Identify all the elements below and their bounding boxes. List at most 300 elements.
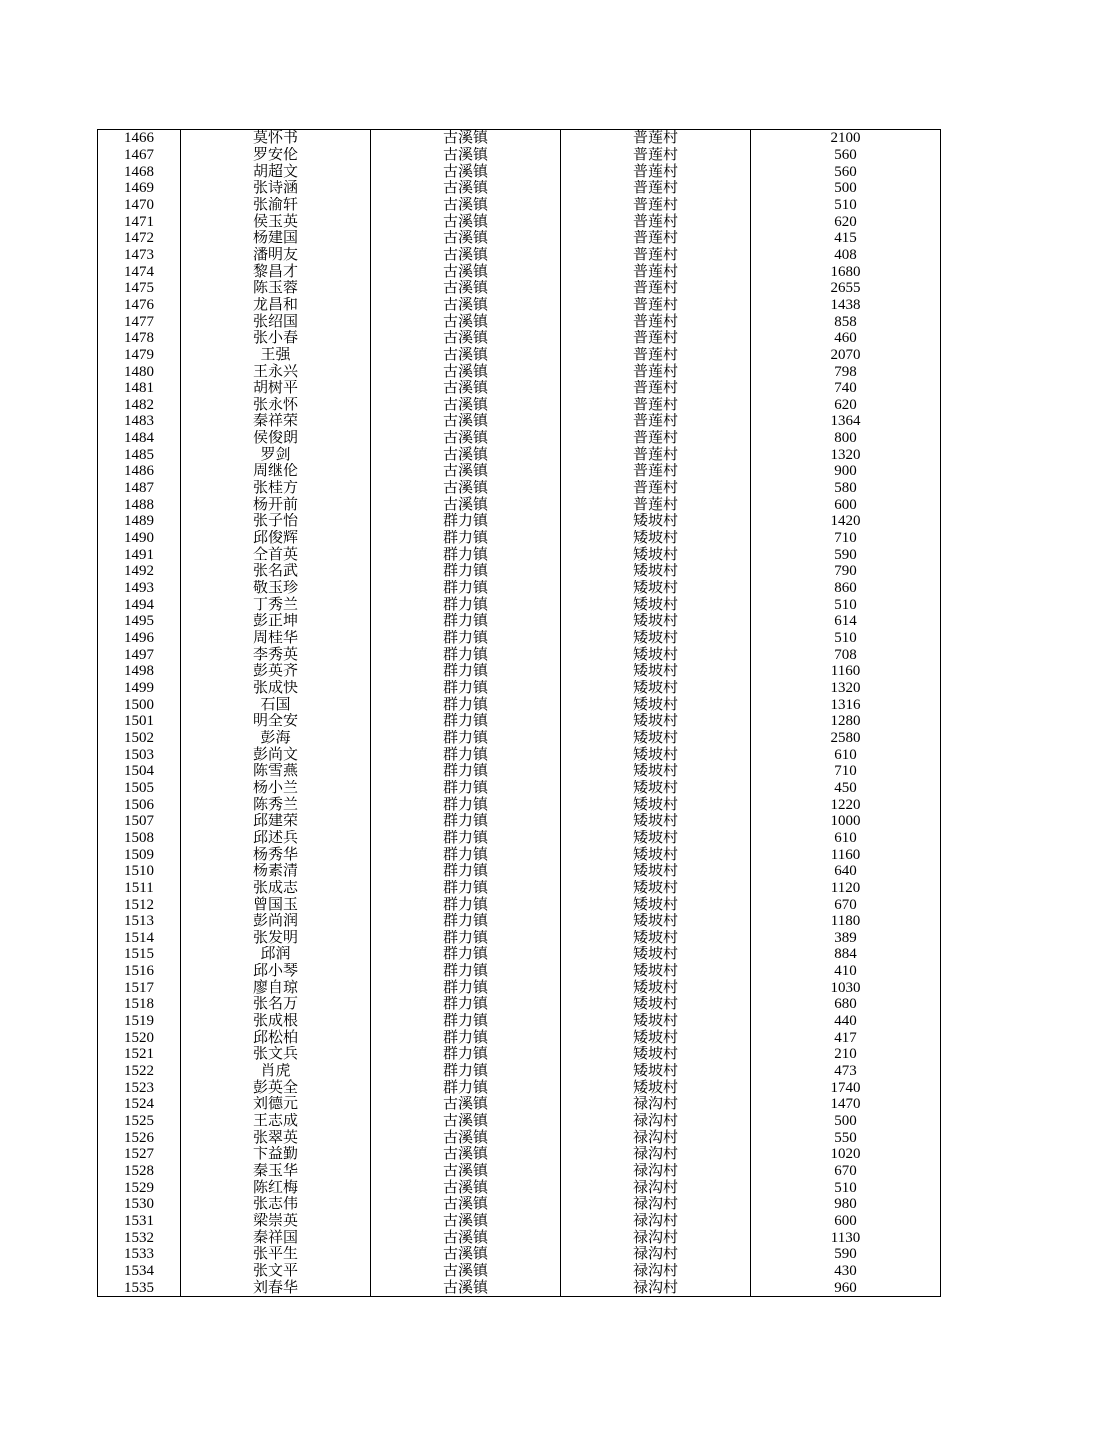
- town-cell: 群力镇: [371, 1029, 561, 1046]
- row-number-cell: 1488: [98, 496, 181, 513]
- table-row: [98, 197, 941, 214]
- name-cell: 张平生: [181, 1246, 371, 1263]
- village-cell: 矮坡村: [561, 696, 751, 713]
- town-cell: 古溪镇: [371, 1179, 561, 1196]
- table-row: [98, 163, 941, 180]
- town-cell: 古溪镇: [371, 480, 561, 497]
- table-row: [98, 696, 941, 713]
- row-number-cell: 1485: [98, 446, 181, 463]
- amount-cell: 1120: [751, 880, 941, 897]
- town-cell: 古溪镇: [371, 1213, 561, 1230]
- row-number-cell: 1479: [98, 347, 181, 364]
- name-cell: 张翠英: [181, 1129, 371, 1146]
- row-number-cell: 1534: [98, 1263, 181, 1280]
- town-cell: 群力镇: [371, 930, 561, 947]
- village-cell: 矮坡村: [561, 996, 751, 1013]
- row-number-cell: 1468: [98, 163, 181, 180]
- amount-cell: 550: [751, 1129, 941, 1146]
- table-row: [98, 1129, 941, 1146]
- town-cell: 古溪镇: [371, 1096, 561, 1113]
- row-number-cell: 1535: [98, 1279, 181, 1296]
- village-cell: 普莲村: [561, 163, 751, 180]
- table-row: [98, 1179, 941, 1196]
- row-number-cell: 1473: [98, 247, 181, 264]
- village-cell: 矮坡村: [561, 780, 751, 797]
- table-row: [98, 646, 941, 663]
- row-number-cell: 1481: [98, 380, 181, 397]
- town-cell: 群力镇: [371, 630, 561, 647]
- row-number-cell: 1477: [98, 313, 181, 330]
- town-cell: 古溪镇: [371, 1113, 561, 1130]
- row-number-cell: 1474: [98, 263, 181, 280]
- row-number-cell: 1497: [98, 646, 181, 663]
- village-cell: 普莲村: [561, 347, 751, 364]
- name-cell: 王强: [181, 347, 371, 364]
- village-cell: 矮坡村: [561, 1046, 751, 1063]
- town-cell: 古溪镇: [371, 180, 561, 197]
- town-cell: 群力镇: [371, 979, 561, 996]
- name-cell: 明全安: [181, 713, 371, 730]
- name-cell: 莫怀书: [181, 130, 371, 147]
- row-number-cell: 1476: [98, 297, 181, 314]
- name-cell: 张发明: [181, 930, 371, 947]
- name-cell: 邱俊辉: [181, 530, 371, 547]
- name-cell: 张名万: [181, 996, 371, 1013]
- row-number-cell: 1527: [98, 1146, 181, 1163]
- town-cell: 古溪镇: [371, 1246, 561, 1263]
- row-number-cell: 1469: [98, 180, 181, 197]
- town-cell: 古溪镇: [371, 1163, 561, 1180]
- table-row: [98, 680, 941, 697]
- amount-cell: 1000: [751, 813, 941, 830]
- row-number-cell: 1483: [98, 413, 181, 430]
- name-cell: 彭尚润: [181, 913, 371, 930]
- name-cell: 张渝轩: [181, 197, 371, 214]
- village-cell: 矮坡村: [561, 979, 751, 996]
- town-cell: 古溪镇: [371, 230, 561, 247]
- amount-cell: 1030: [751, 979, 941, 996]
- village-cell: 矮坡村: [561, 1013, 751, 1030]
- village-cell: 普莲村: [561, 147, 751, 164]
- table-row: [98, 180, 941, 197]
- name-cell: 丁秀兰: [181, 596, 371, 613]
- table-row: [98, 330, 941, 347]
- table-row: [98, 1279, 941, 1296]
- row-number-cell: 1523: [98, 1079, 181, 1096]
- name-cell: 龙昌和: [181, 297, 371, 314]
- town-cell: 古溪镇: [371, 347, 561, 364]
- village-cell: 禄沟村: [561, 1146, 751, 1163]
- row-number-cell: 1499: [98, 680, 181, 697]
- name-cell: 周继伦: [181, 463, 371, 480]
- row-number-cell: 1510: [98, 863, 181, 880]
- amount-cell: 450: [751, 780, 941, 797]
- name-cell: 周桂华: [181, 630, 371, 647]
- amount-cell: 410: [751, 963, 941, 980]
- village-cell: 禄沟村: [561, 1213, 751, 1230]
- row-number-cell: 1494: [98, 596, 181, 613]
- amount-cell: 510: [751, 1179, 941, 1196]
- amount-cell: 790: [751, 563, 941, 580]
- table-row: [98, 830, 941, 847]
- name-cell: 张子怡: [181, 513, 371, 530]
- amount-cell: 590: [751, 1246, 941, 1263]
- town-cell: 群力镇: [371, 1063, 561, 1080]
- name-cell: 秦祥国: [181, 1229, 371, 1246]
- table-row: [98, 1213, 941, 1230]
- table-row: [98, 313, 941, 330]
- row-number-cell: 1489: [98, 513, 181, 530]
- row-number-cell: 1528: [98, 1163, 181, 1180]
- town-cell: 古溪镇: [371, 1279, 561, 1296]
- village-cell: 普莲村: [561, 247, 751, 264]
- amount-cell: 1364: [751, 413, 941, 430]
- table-row: [98, 580, 941, 597]
- row-number-cell: 1480: [98, 363, 181, 380]
- town-cell: 古溪镇: [371, 1129, 561, 1146]
- row-number-cell: 1493: [98, 580, 181, 597]
- town-cell: 古溪镇: [371, 263, 561, 280]
- amount-cell: 1160: [751, 663, 941, 680]
- town-cell: 群力镇: [371, 746, 561, 763]
- amount-cell: 430: [751, 1263, 941, 1280]
- name-cell: 潘明友: [181, 247, 371, 264]
- row-number-cell: 1471: [98, 213, 181, 230]
- village-cell: 矮坡村: [561, 513, 751, 530]
- village-cell: 普莲村: [561, 446, 751, 463]
- table-row: [98, 1246, 941, 1263]
- town-cell: 群力镇: [371, 763, 561, 780]
- name-cell: 杨小兰: [181, 780, 371, 797]
- name-cell: 张桂方: [181, 480, 371, 497]
- table-row: [98, 630, 941, 647]
- table-body: [98, 130, 941, 1297]
- village-cell: 普莲村: [561, 130, 751, 147]
- row-number-cell: 1507: [98, 813, 181, 830]
- village-cell: 普莲村: [561, 480, 751, 497]
- row-number-cell: 1518: [98, 996, 181, 1013]
- amount-cell: 2655: [751, 280, 941, 297]
- amount-cell: 560: [751, 163, 941, 180]
- village-cell: 禄沟村: [561, 1229, 751, 1246]
- village-cell: 禄沟村: [561, 1196, 751, 1213]
- row-number-cell: 1490: [98, 530, 181, 547]
- amount-cell: 560: [751, 147, 941, 164]
- name-cell: 杨素清: [181, 863, 371, 880]
- name-cell: 张志伟: [181, 1196, 371, 1213]
- amount-cell: 210: [751, 1046, 941, 1063]
- data-table: [97, 129, 941, 1297]
- town-cell: 群力镇: [371, 530, 561, 547]
- table-row: [98, 1029, 941, 1046]
- amount-cell: 680: [751, 996, 941, 1013]
- village-cell: 普莲村: [561, 413, 751, 430]
- amount-cell: 740: [751, 380, 941, 397]
- name-cell: 彭正坤: [181, 613, 371, 630]
- row-number-cell: 1505: [98, 780, 181, 797]
- table-row: [98, 846, 941, 863]
- village-cell: 矮坡村: [561, 896, 751, 913]
- name-cell: 张成快: [181, 680, 371, 697]
- row-number-cell: 1500: [98, 696, 181, 713]
- amount-cell: 510: [751, 630, 941, 647]
- name-cell: 邱润: [181, 946, 371, 963]
- row-number-cell: 1520: [98, 1029, 181, 1046]
- name-cell: 张成志: [181, 880, 371, 897]
- amount-cell: 415: [751, 230, 941, 247]
- town-cell: 古溪镇: [371, 413, 561, 430]
- amount-cell: 1130: [751, 1229, 941, 1246]
- village-cell: 普莲村: [561, 197, 751, 214]
- town-cell: 群力镇: [371, 696, 561, 713]
- amount-cell: 1020: [751, 1146, 941, 1163]
- name-cell: 张绍国: [181, 313, 371, 330]
- name-cell: 邱建荣: [181, 813, 371, 830]
- table-row: [98, 1163, 941, 1180]
- name-cell: 胡树平: [181, 380, 371, 397]
- amount-cell: 960: [751, 1279, 941, 1296]
- village-cell: 禄沟村: [561, 1179, 751, 1196]
- village-cell: 矮坡村: [561, 1063, 751, 1080]
- table-row: [98, 763, 941, 780]
- village-cell: 禄沟村: [561, 1263, 751, 1280]
- row-number-cell: 1487: [98, 480, 181, 497]
- town-cell: 古溪镇: [371, 397, 561, 414]
- table-row: [98, 913, 941, 930]
- name-cell: 张文平: [181, 1263, 371, 1280]
- table-row: [98, 663, 941, 680]
- town-cell: 古溪镇: [371, 496, 561, 513]
- table-row: [98, 596, 941, 613]
- amount-cell: 800: [751, 430, 941, 447]
- table-row: [98, 1013, 941, 1030]
- name-cell: 王志成: [181, 1113, 371, 1130]
- amount-cell: 510: [751, 197, 941, 214]
- amount-cell: 500: [751, 1113, 941, 1130]
- village-cell: 矮坡村: [561, 630, 751, 647]
- table-row: [98, 896, 941, 913]
- name-cell: 石国: [181, 696, 371, 713]
- town-cell: 群力镇: [371, 680, 561, 697]
- table-row: [98, 746, 941, 763]
- town-cell: 群力镇: [371, 996, 561, 1013]
- row-number-cell: 1492: [98, 563, 181, 580]
- village-cell: 普莲村: [561, 463, 751, 480]
- town-cell: 古溪镇: [371, 446, 561, 463]
- name-cell: 彭海: [181, 730, 371, 747]
- name-cell: 张诗涵: [181, 180, 371, 197]
- amount-cell: 1680: [751, 263, 941, 280]
- amount-cell: 417: [751, 1029, 941, 1046]
- amount-cell: 1470: [751, 1096, 941, 1113]
- row-number-cell: 1506: [98, 796, 181, 813]
- village-cell: 禄沟村: [561, 1163, 751, 1180]
- village-cell: 矮坡村: [561, 746, 751, 763]
- village-cell: 普莲村: [561, 363, 751, 380]
- table-row: [98, 1146, 941, 1163]
- row-number-cell: 1501: [98, 713, 181, 730]
- name-cell: 彭英齐: [181, 663, 371, 680]
- village-cell: 矮坡村: [561, 913, 751, 930]
- amount-cell: 1320: [751, 446, 941, 463]
- name-cell: 侯玉英: [181, 213, 371, 230]
- table-row: [98, 863, 941, 880]
- name-cell: 罗安伦: [181, 147, 371, 164]
- name-cell: 仝首英: [181, 546, 371, 563]
- table-row: [98, 463, 941, 480]
- table-row: [98, 213, 941, 230]
- town-cell: 群力镇: [371, 946, 561, 963]
- amount-cell: 710: [751, 763, 941, 780]
- village-cell: 普莲村: [561, 380, 751, 397]
- village-cell: 矮坡村: [561, 796, 751, 813]
- village-cell: 禄沟村: [561, 1129, 751, 1146]
- name-cell: 肖虎: [181, 1063, 371, 1080]
- row-number-cell: 1466: [98, 130, 181, 147]
- village-cell: 矮坡村: [561, 880, 751, 897]
- town-cell: 古溪镇: [371, 280, 561, 297]
- table-row: [98, 513, 941, 530]
- village-cell: 矮坡村: [561, 813, 751, 830]
- town-cell: 群力镇: [371, 963, 561, 980]
- table-row: [98, 946, 941, 963]
- name-cell: 陈红梅: [181, 1179, 371, 1196]
- town-cell: 古溪镇: [371, 247, 561, 264]
- amount-cell: 860: [751, 580, 941, 597]
- name-cell: 陈雪燕: [181, 763, 371, 780]
- table-row: [98, 963, 941, 980]
- row-number-cell: 1511: [98, 880, 181, 897]
- town-cell: 群力镇: [371, 913, 561, 930]
- amount-cell: 389: [751, 930, 941, 947]
- amount-cell: 1320: [751, 680, 941, 697]
- table-row: [98, 496, 941, 513]
- name-cell: 刘春华: [181, 1279, 371, 1296]
- town-cell: 古溪镇: [371, 147, 561, 164]
- name-cell: 刘德元: [181, 1096, 371, 1113]
- town-cell: 古溪镇: [371, 380, 561, 397]
- name-cell: 黎昌才: [181, 263, 371, 280]
- town-cell: 古溪镇: [371, 1263, 561, 1280]
- amount-cell: 670: [751, 1163, 941, 1180]
- village-cell: 禄沟村: [561, 1113, 751, 1130]
- table-row: [98, 930, 941, 947]
- village-cell: 普莲村: [561, 280, 751, 297]
- village-cell: 普莲村: [561, 297, 751, 314]
- town-cell: 群力镇: [371, 646, 561, 663]
- town-cell: 群力镇: [371, 546, 561, 563]
- town-cell: 古溪镇: [371, 1196, 561, 1213]
- table-row: [98, 979, 941, 996]
- amount-cell: 1316: [751, 696, 941, 713]
- name-cell: 李秀英: [181, 646, 371, 663]
- table-row: [98, 297, 941, 314]
- name-cell: 胡超文: [181, 163, 371, 180]
- village-cell: 普莲村: [561, 397, 751, 414]
- village-cell: 矮坡村: [561, 563, 751, 580]
- table-row: [98, 1096, 941, 1113]
- village-cell: 矮坡村: [561, 1029, 751, 1046]
- town-cell: 古溪镇: [371, 1146, 561, 1163]
- name-cell: 陈秀兰: [181, 796, 371, 813]
- amount-cell: 510: [751, 596, 941, 613]
- table-row: [98, 230, 941, 247]
- table-row: [98, 280, 941, 297]
- town-cell: 群力镇: [371, 730, 561, 747]
- town-cell: 群力镇: [371, 663, 561, 680]
- village-cell: 矮坡村: [561, 680, 751, 697]
- name-cell: 秦玉华: [181, 1163, 371, 1180]
- row-number-cell: 1495: [98, 613, 181, 630]
- table-row: [98, 1229, 941, 1246]
- amount-cell: 620: [751, 213, 941, 230]
- amount-cell: 2070: [751, 347, 941, 364]
- row-number-cell: 1513: [98, 913, 181, 930]
- amount-cell: 1220: [751, 796, 941, 813]
- amount-cell: 610: [751, 746, 941, 763]
- row-number-cell: 1529: [98, 1179, 181, 1196]
- town-cell: 古溪镇: [371, 130, 561, 147]
- amount-cell: 1280: [751, 713, 941, 730]
- row-number-cell: 1478: [98, 330, 181, 347]
- table-row: [98, 1079, 941, 1096]
- row-number-cell: 1515: [98, 946, 181, 963]
- row-number-cell: 1482: [98, 397, 181, 414]
- table-row: [98, 430, 941, 447]
- name-cell: 邱述兵: [181, 830, 371, 847]
- village-cell: 矮坡村: [561, 830, 751, 847]
- name-cell: 杨秀华: [181, 846, 371, 863]
- row-number-cell: 1491: [98, 546, 181, 563]
- village-cell: 矮坡村: [561, 946, 751, 963]
- town-cell: 群力镇: [371, 1013, 561, 1030]
- name-cell: 张名武: [181, 563, 371, 580]
- amount-cell: 590: [751, 546, 941, 563]
- name-cell: 卞益勤: [181, 1146, 371, 1163]
- row-number-cell: 1532: [98, 1229, 181, 1246]
- village-cell: 禄沟村: [561, 1279, 751, 1296]
- table-row: [98, 247, 941, 264]
- amount-cell: 884: [751, 946, 941, 963]
- town-cell: 古溪镇: [371, 363, 561, 380]
- village-cell: 普莲村: [561, 230, 751, 247]
- amount-cell: 710: [751, 530, 941, 547]
- amount-cell: 798: [751, 363, 941, 380]
- village-cell: 矮坡村: [561, 613, 751, 630]
- amount-cell: 2580: [751, 730, 941, 747]
- town-cell: 群力镇: [371, 580, 561, 597]
- amount-cell: 610: [751, 830, 941, 847]
- village-cell: 矮坡村: [561, 530, 751, 547]
- table-row: [98, 263, 941, 280]
- row-number-cell: 1498: [98, 663, 181, 680]
- village-cell: 禄沟村: [561, 1096, 751, 1113]
- town-cell: 古溪镇: [371, 213, 561, 230]
- amount-cell: 1438: [751, 297, 941, 314]
- table-row: [98, 130, 941, 147]
- amount-cell: 600: [751, 496, 941, 513]
- amount-cell: 1180: [751, 913, 941, 930]
- name-cell: 秦祥荣: [181, 413, 371, 430]
- village-cell: 普莲村: [561, 496, 751, 513]
- table-row: [98, 713, 941, 730]
- town-cell: 群力镇: [371, 513, 561, 530]
- amount-cell: 2100: [751, 130, 941, 147]
- village-cell: 矮坡村: [561, 763, 751, 780]
- row-number-cell: 1475: [98, 280, 181, 297]
- village-cell: 矮坡村: [561, 546, 751, 563]
- name-cell: 陈玉蓉: [181, 280, 371, 297]
